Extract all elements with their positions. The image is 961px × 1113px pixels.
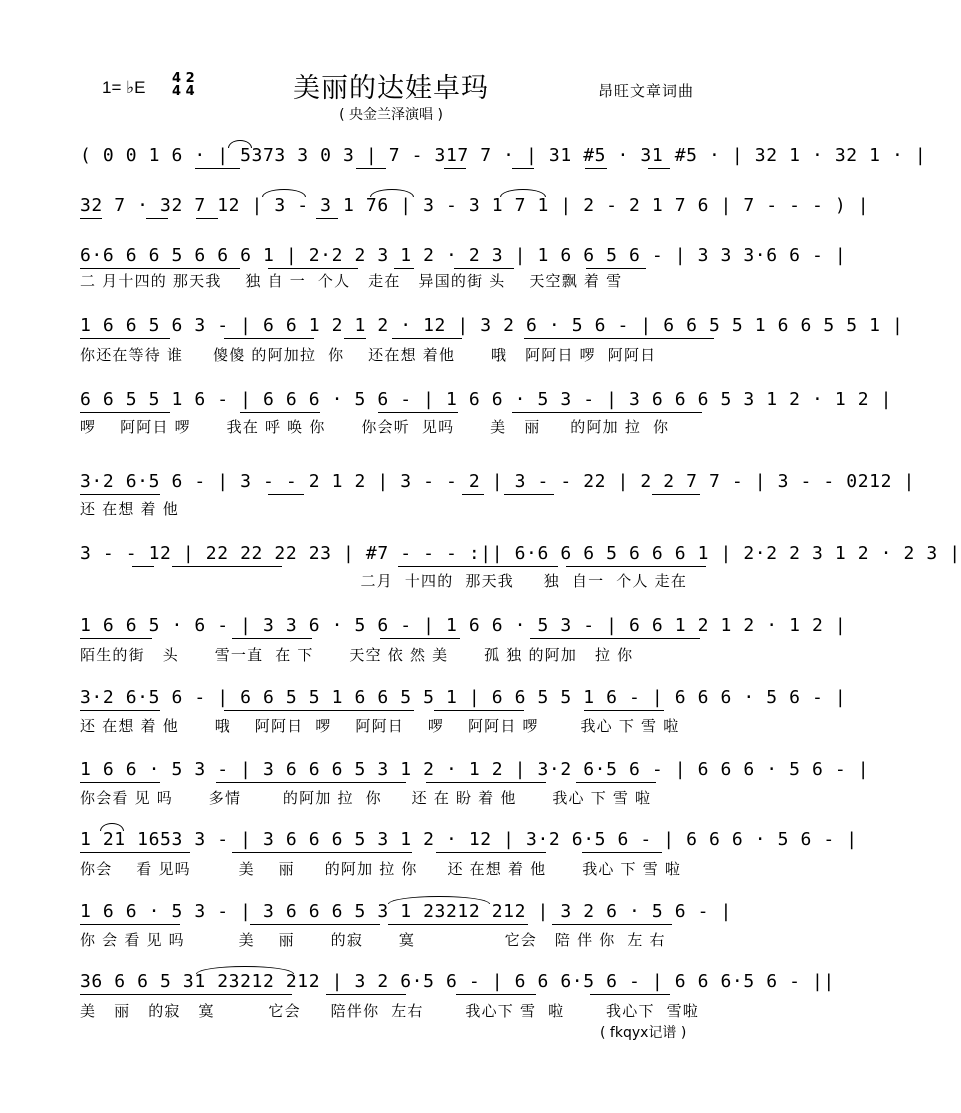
- notation-line-11: 1 21 1653 3 - | 3 6 6 6 5 3 1 2 · 12 | 3·2 6·5 6 - | 6 6 6 · 5 6 - |: [80, 829, 858, 850]
- time-signature: 4 2 4 4: [172, 71, 195, 99]
- notation-line-8: 1 6 6 5 · 6 - | 3 3 6 · 5 6 - | 1 6 6 · 5 3 - | 6 6 1 2 1 2 · 1 2 |: [80, 615, 847, 636]
- composer-credit: 昂旺文章词曲: [598, 82, 695, 100]
- lyric-line-7: 二月 十四的 那天我 独 自一 个人 走在: [80, 572, 688, 590]
- lyric-line-6: 还 在想 着 他: [80, 500, 179, 518]
- key-signature: 1= ♭E: [102, 78, 146, 97]
- notation-line-4: 1 6 6 5 6 3 - | 6 6 1 2 1 2 · 12 | 3 2 6 · 5 6 - | 6 6 5 5 1 6 6 5 5 1 |: [80, 315, 904, 336]
- lyric-line-13: 美 丽 的寂 寞 它会 陪伴你 左右 我心下 雪 啦 我心下 雪啦: [80, 1002, 699, 1020]
- notation-line-1: ( 0 0 1 6 · | 5373 3 0 3 | 7 - 317 7 · | 31 #5 · 31 #5 · | 32 1 · 32 1 · |: [80, 145, 927, 166]
- lyric-line-12: 你 会 看 见 吗 美 丽 的寂 寞 它会 陪 伴 你 左 右: [80, 931, 666, 949]
- lyric-line-4: 你还在等待 谁 傻傻 的阿加拉 你 还在想 着他 哦 阿阿日 啰 阿阿日: [80, 346, 657, 364]
- song-title: 美丽的达娃卓玛: [293, 73, 489, 104]
- lyric-line-3: 二 月十四的 那天我 独 自 一 个人 走在 异国的街 头 天空飘 着 雪: [80, 272, 623, 290]
- transcriber-credit: ( fkqyx记谱 ): [600, 1025, 687, 1041]
- lyric-line-11: 你会 看 见吗 美 丽 的阿加 拉 你 还 在想 着 他 我心 下 雪 啦: [80, 860, 682, 878]
- notation-line-10: 1 6 6 · 5 3 - | 3 6 6 6 5 3 1 2 · 1 2 | 3·2 6·5 6 - | 6 6 6 · 5 6 - |: [80, 759, 870, 780]
- notation-line-9: 3·2 6·5 6 - | 6 6 5 5 1 6 6 5 5 1 | 6 6 5 5 1 6 - | 6 6 6 · 5 6 - |: [80, 687, 847, 708]
- lyric-line-9: 还 在想 着 他 哦 阿阿日 啰 阿阿日 啰 阿阿日 啰 我心 下 雪 啦: [80, 717, 680, 735]
- notation-line-6: 3·2 6·5 6 - | 3 - - 2 1 2 | 3 - - 2 | 3 - - 22 | 2 2 7 7 - | 3 - - 0212 |: [80, 471, 915, 492]
- notation-line-13: 36 6 6 5 31 23212 212 | 3 2 6·5 6 - | 6 6 6·5 6 - | 6 6 6·5 6 - ||: [80, 971, 835, 992]
- notation-line-5: 6 6 5 5 1 6 - | 6 6 6 · 5 6 - | 1 6 6 · 5 3 - | 3 6 6 6 5 3 1 2 · 1 2 |: [80, 389, 893, 410]
- lyric-line-5: 啰 阿阿日 啰 我在 呼 唤 你 你会听 见吗 美 丽 的阿加 拉 你: [80, 418, 670, 436]
- notation-line-7: 3 - - 12 | 22 22 22 23 | #7 - - - :|| 6·6 6 6 5 6 6 6 1 | 2·2 2 3 1 2 · 2 3 |: [80, 543, 961, 564]
- song-subtitle: ( 央金兰泽演唱 ): [339, 107, 443, 123]
- lyric-line-10: 你会看 见 吗 多情 的阿加 拉 你 还 在 盼 着 他 我心 下 雪 啦: [80, 789, 652, 807]
- lyric-line-8: 陌生的街 头 雪一直 在 下 天空 依 然 美 孤 独 的阿加 拉 你: [80, 646, 634, 664]
- notation-line-3: 6·6 6 6 5 6 6 6 1 | 2·2 2 3 1 2 · 2 3 | 1 6 6 5 6 - | 3 3 3·6 6 - |: [80, 245, 847, 266]
- notation-line-12: 1 6 6 · 5 3 - | 3 6 6 6 5 3 1 23212 212 | 3 2 6 · 5 6 - |: [80, 901, 732, 922]
- notation-line-2: 32 7 · 32 7 12 | 3 - 3 1 76 | 3 - 3 1 7 1 | 2 - 2 1 7 6 | 7 - - - ) |: [80, 195, 870, 216]
